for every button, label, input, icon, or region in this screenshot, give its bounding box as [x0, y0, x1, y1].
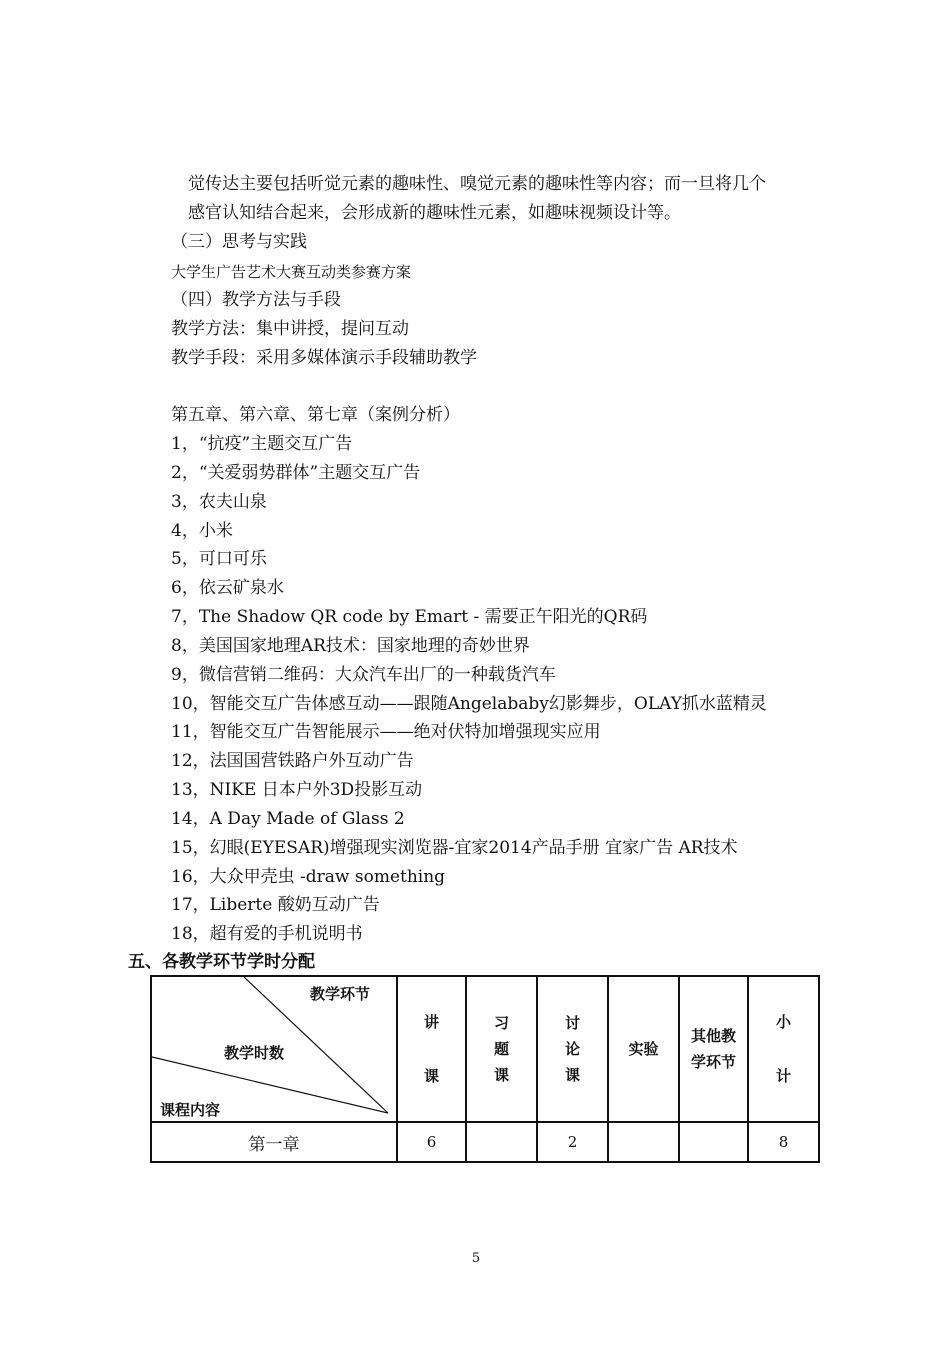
header-discussion: [537, 976, 608, 1122]
intro-line-1: 觉传达主要包括听觉元素的趣味性、嗅觉元素的趣味性等内容；而一旦将几个: [188, 174, 766, 194]
header-lecture-char: 讲: [423, 1013, 439, 1031]
header-lecture-char: 课: [423, 1067, 439, 1085]
diag-label-teaching-link: 教学环节: [310, 985, 371, 1003]
row-subtotal-hours: 8: [748, 1122, 819, 1162]
teaching-means: 教学手段：采用多媒体演示手段辅助教学: [171, 348, 477, 368]
diagonal-header-cell: [151, 976, 397, 1122]
header-other: [679, 976, 748, 1122]
case-item: 10，智能交互广告体感互动——跟随Angelababy幻影舞步，OLAY抓水蓝精灵: [171, 694, 767, 714]
header-exercise-char: 习: [493, 1014, 509, 1032]
header-exercise-char: 课: [493, 1066, 509, 1084]
case-item: 12，法国国营铁路户外互动广告: [171, 751, 414, 771]
header-subtotal-char: 小: [775, 1013, 791, 1031]
page-number: 5: [471, 1251, 481, 1266]
row-lecture-hours: 6: [397, 1122, 466, 1162]
case-item: 5，可口可乐: [171, 549, 267, 569]
section-4-title: （四）教学方法与手段: [171, 290, 341, 310]
header-subtotal-char: 计: [775, 1067, 791, 1085]
teaching-method: 教学方法：集中讲授，提问互动: [171, 319, 409, 339]
case-item: 2，“关爱弱势群体”主题交互广告: [171, 463, 421, 483]
row-discussion-hours: 2: [537, 1122, 608, 1162]
header-other-line: 学环节: [690, 1053, 736, 1071]
section-3-title: （三）思考与实践: [171, 232, 307, 252]
case-item: 11，智能交互广告智能展示——绝对伏特加增强现实应用: [171, 722, 601, 742]
chapters-title: 第五章、第六章、第七章（案例分析）: [171, 405, 460, 425]
case-item: 15，幻眼(EYESAR)增强现实浏览器-宜家2014产品手册 宜家广告 AR技术: [171, 838, 738, 858]
diag-label-teaching-hours: 教学时数: [224, 1044, 285, 1062]
header-other-line: 其他教: [690, 1027, 736, 1045]
case-item: 14，A Day Made of Glass 2: [171, 809, 405, 829]
case-item: 4，小米: [171, 521, 233, 541]
row-course-content: 第一章: [151, 1122, 397, 1162]
header-lecture: [397, 976, 466, 1122]
header-discussion-char: 讨: [564, 1014, 580, 1032]
table-header-row: [151, 976, 819, 1122]
case-item: 1，“抗疫”主题交互广告: [171, 434, 353, 454]
intro-line-2: 感官认知结合起来，会形成新的趣味性元素，如趣味视频设计等。: [188, 203, 681, 223]
section-5-heading: 五、各教学环节学时分配: [128, 952, 315, 972]
diag-label-course-content: 课程内容: [160, 1101, 221, 1119]
case-item: 17，Liberte 酸奶互动广告: [171, 895, 380, 915]
header-experiment: 实验: [608, 976, 679, 1122]
case-item: 6，依云矿泉水: [171, 578, 284, 598]
row-other-hours: [679, 1122, 748, 1162]
case-item: 18，超有爱的手机说明书: [171, 924, 363, 944]
case-item: 7，The Shadow QR code by Emart - 需要正午阳光的QR码: [171, 607, 648, 627]
table-row: [151, 1122, 819, 1162]
row-exercise-hours: [466, 1122, 537, 1162]
header-discussion-char: 论: [564, 1040, 580, 1058]
row-experiment-hours: [608, 1122, 679, 1162]
header-exercise-char: 题: [493, 1040, 509, 1058]
case-item: 8，美国国家地理AR技术：国家地理的奇妙世界: [171, 636, 530, 656]
case-item: 16，大众甲壳虫 -draw something: [171, 867, 446, 887]
header-subtotal: [748, 976, 819, 1122]
hours-allocation-table: [150, 975, 820, 1163]
case-item: 3，农夫山泉: [171, 492, 267, 512]
header-discussion-char: 课: [564, 1066, 580, 1084]
case-item: 9，微信营销二维码：大众汽车出厂的一种载货汽车: [171, 665, 556, 685]
case-item: 13，NIKE 日本户外3D投影互动: [171, 780, 423, 800]
header-exercise: [466, 976, 537, 1122]
section-3-text: 大学生广告艺术大赛互动类参赛方案: [171, 263, 412, 281]
